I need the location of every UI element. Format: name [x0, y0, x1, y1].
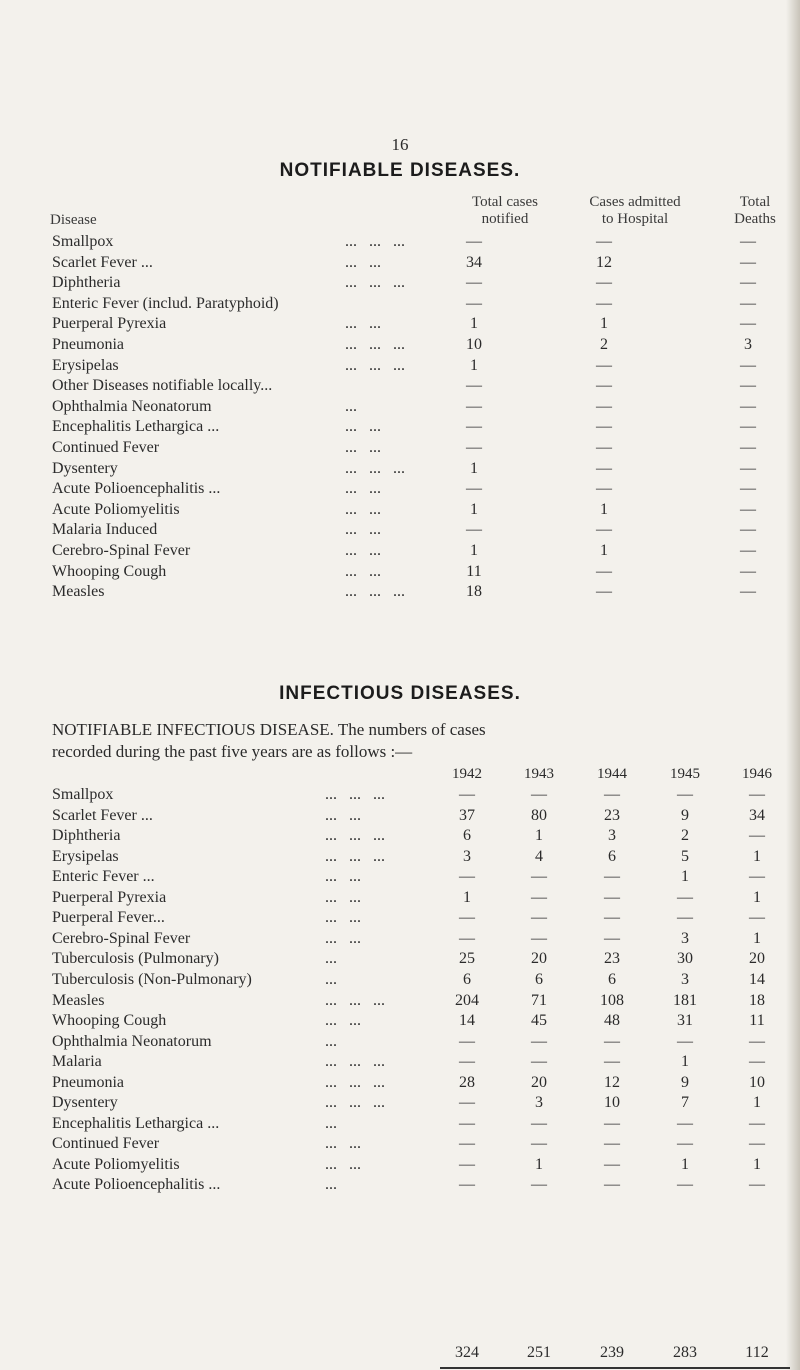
cell-year-value: — — [531, 888, 547, 906]
year-header: 1945 — [670, 766, 700, 782]
cell-admitted: — — [596, 294, 612, 312]
cell-year-value: — — [459, 1176, 475, 1194]
cell-year-value: 1 — [753, 1155, 761, 1173]
cell-total: 18 — [466, 583, 482, 601]
header-admitted — [565, 194, 705, 228]
table-row — [0, 315, 800, 337]
leader-dots: ... ... — [345, 500, 381, 518]
cell-year-value: 30 — [677, 950, 693, 968]
cell-year-value: — — [604, 1032, 620, 1050]
cell-admitted: — — [596, 583, 612, 601]
header-admitted-line2: to Hospital — [601, 211, 669, 227]
table-row — [0, 1176, 800, 1198]
cell-year-value: — — [604, 1114, 620, 1132]
leader-dots: ... ... — [325, 806, 361, 824]
leader-dots: ... — [345, 397, 357, 415]
cell-year-value: — — [604, 868, 620, 886]
cell-deaths: — — [740, 233, 756, 250]
table-row — [0, 521, 800, 543]
cell-year-value: — — [531, 1114, 547, 1132]
cell-year-value: 10 — [604, 1094, 620, 1112]
cell-year-value: 71 — [531, 991, 547, 1009]
cell-year-value: — — [677, 1114, 693, 1132]
disease-name: Whooping Cough — [52, 1012, 167, 1030]
table-row — [0, 868, 800, 890]
infectious-title: INFECTIOUS DISEASES. — [279, 683, 521, 704]
leader-dots: ... ... ... — [325, 847, 385, 865]
disease-name: Puerperal Pyrexia — [52, 888, 167, 906]
cell-year-value: 2 — [681, 827, 689, 845]
cell-deaths: — — [740, 562, 756, 580]
cell-year-value: — — [459, 1032, 475, 1050]
cell-year-value: 1 — [753, 888, 761, 906]
cell-admitted: 1 — [600, 542, 608, 559]
table-row — [0, 971, 800, 993]
leader-dots: ... ... ... — [345, 459, 405, 477]
totals-row — [0, 1344, 800, 1366]
cell-admitted: — — [596, 397, 612, 415]
cell-year-value: 1 — [681, 1155, 689, 1173]
leader-dots: ... ... ... — [325, 1073, 385, 1091]
cell-year-value: — — [604, 1135, 620, 1153]
disease-name: Malaria Induced — [52, 521, 158, 539]
cell-year-value: — — [604, 929, 620, 947]
disease-name: Smallpox — [52, 786, 114, 803]
cell-year-value: — — [604, 1155, 620, 1173]
cell-year-value: 6 — [608, 970, 616, 988]
cell-year-value: 3 — [681, 970, 689, 988]
table-row — [0, 1012, 800, 1034]
total-value: 239 — [600, 1344, 624, 1361]
leader-dots: ... ... — [325, 1012, 361, 1030]
leader-dots: ... ... ... — [325, 991, 385, 1009]
cell-year-value: 181 — [673, 991, 697, 1009]
disease-name: Acute Polioencephalitis ... — [52, 480, 221, 498]
disease-name: Measles — [52, 583, 105, 601]
infectious-intro-line1: NOTIFIABLE INFECTIOUS DISEASE. The numbers of cases — [52, 720, 486, 739]
cell-year-value: — — [604, 786, 620, 803]
cell-year-value: — — [749, 868, 765, 886]
cell-year-value: — — [531, 868, 547, 886]
cell-deaths: — — [740, 377, 756, 395]
year-header: 1946 — [742, 766, 772, 782]
cell-year-value: — — [604, 1176, 620, 1194]
disease-name: Diphtheria — [52, 274, 121, 292]
total-value: 324 — [455, 1344, 479, 1361]
cell-year-value: — — [604, 1053, 620, 1071]
cell-deaths: — — [740, 397, 756, 415]
total-value: 112 — [745, 1344, 769, 1361]
cell-year-value: — — [459, 1053, 475, 1071]
leader-dots: ... ... — [345, 562, 381, 580]
cell-year-value: — — [459, 1114, 475, 1132]
cell-year-value: 204 — [455, 991, 479, 1009]
table-row — [0, 563, 800, 585]
table-row — [0, 950, 800, 972]
cell-year-value: 7 — [681, 1094, 689, 1112]
table-row — [0, 1094, 800, 1116]
year-header: 1943 — [524, 766, 554, 782]
cell-year-value: 14 — [749, 970, 765, 988]
cell-total: — — [466, 274, 482, 292]
cell-year-value: 6 — [608, 847, 616, 865]
disease-name: Tuberculosis (Pulmonary) — [52, 950, 219, 968]
cell-year-value: — — [531, 909, 547, 927]
disease-name: Continued Fever — [52, 439, 160, 456]
cell-total: — — [466, 480, 482, 498]
disease-name: Erysipelas — [52, 356, 119, 374]
leader-dots: ... ... ... — [325, 1094, 385, 1112]
year-header: 1942 — [452, 766, 482, 782]
leader-dots: ... ... — [325, 1155, 361, 1173]
leader-dots: ... ... — [345, 439, 381, 456]
cell-year-value: 25 — [459, 950, 475, 968]
cell-deaths: — — [740, 459, 756, 477]
cell-year-value: 34 — [749, 806, 765, 824]
year-header: 1944 — [597, 766, 627, 782]
cell-total: — — [466, 521, 482, 539]
cell-year-value: 3 — [463, 847, 471, 865]
leader-dots: ... ... ... — [345, 233, 405, 250]
cell-year-value: — — [531, 929, 547, 947]
cell-deaths: — — [740, 274, 756, 292]
cell-admitted: 1 — [600, 500, 608, 518]
table-row — [0, 1115, 800, 1137]
table-row — [0, 233, 800, 255]
disease-name: Encephalitis Lethargica ... — [52, 1114, 220, 1132]
cell-year-value: 108 — [600, 991, 624, 1009]
leader-dots: ... ... — [345, 521, 381, 539]
cell-year-value: 31 — [677, 1012, 693, 1030]
disease-name: Acute Poliomyelitis — [52, 1155, 180, 1173]
cell-total: — — [466, 377, 482, 395]
disease-name: Enteric Fever ... — [52, 868, 155, 886]
disease-name: Pneumonia — [52, 336, 124, 353]
cell-year-value: — — [604, 909, 620, 927]
cell-year-value: 23 — [604, 950, 620, 968]
cell-deaths: — — [740, 583, 756, 601]
disease-name: Scarlet Fever ... — [52, 253, 153, 271]
totals-rule — [440, 1367, 790, 1369]
cell-deaths: — — [740, 500, 756, 518]
cell-year-value: 11 — [749, 1012, 765, 1030]
leader-dots: ... ... ... — [345, 336, 405, 353]
cell-year-value: 23 — [604, 806, 620, 824]
table-row — [0, 357, 800, 379]
cell-total: 1 — [470, 356, 478, 374]
cell-total: — — [466, 397, 482, 415]
cell-admitted: — — [596, 439, 612, 456]
table-row — [0, 460, 800, 482]
cell-deaths: — — [740, 480, 756, 498]
infectious-intro-line2: recorded during the past five years are as follows :— — [52, 742, 413, 761]
cell-year-value: — — [459, 909, 475, 927]
header-disease: Disease — [50, 212, 97, 228]
table-row — [0, 889, 800, 911]
cell-year-value: — — [677, 888, 693, 906]
cell-total: 1 — [470, 542, 478, 559]
disease-name: Dysentery — [52, 459, 118, 477]
cell-year-value: — — [749, 1053, 765, 1071]
cell-year-value: 6 — [535, 970, 543, 988]
leader-dots: ... ... ... — [325, 786, 385, 803]
leader-dots: ... — [325, 950, 337, 968]
table-row — [0, 848, 800, 870]
disease-name: Smallpox — [52, 233, 114, 250]
table-row — [0, 295, 800, 317]
cell-total: 11 — [466, 562, 482, 580]
cell-year-value: 45 — [531, 1012, 547, 1030]
table-row — [0, 786, 800, 808]
table-row — [0, 583, 800, 605]
cell-total: 10 — [466, 336, 482, 353]
page-number: 16 — [391, 135, 409, 154]
cell-year-value: — — [531, 786, 547, 803]
leader-dots: ... ... ... — [325, 1053, 385, 1071]
cell-year-value: — — [459, 1094, 475, 1112]
cell-year-value: 1 — [753, 929, 761, 947]
cell-year-value: — — [749, 1176, 765, 1194]
cell-deaths: — — [740, 356, 756, 374]
leader-dots: ... — [325, 1114, 337, 1132]
cell-year-value: — — [749, 1114, 765, 1132]
leader-dots: ... ... — [325, 888, 361, 906]
cell-year-value: 1 — [681, 868, 689, 886]
leader-dots: ... — [325, 1176, 337, 1194]
cell-admitted: — — [596, 418, 612, 436]
leader-dots: ... ... — [325, 929, 361, 947]
disease-name: Enteric Fever (includ. Paratyphoid) — [52, 294, 279, 312]
cell-admitted: 2 — [600, 336, 608, 353]
cell-total: 1 — [470, 315, 478, 333]
total-value: 283 — [673, 1344, 697, 1361]
cell-year-value: — — [677, 1135, 693, 1153]
cell-year-value: 9 — [681, 806, 689, 824]
disease-name: Tuberculosis (Non-Pulmonary) — [52, 970, 252, 988]
leader-dots: ... ... ... — [345, 274, 405, 292]
table-row — [0, 1135, 800, 1157]
table-row — [0, 418, 800, 440]
header-deaths-line1: Total — [739, 194, 771, 210]
cell-year-value: — — [531, 1032, 547, 1050]
cell-year-value: — — [459, 929, 475, 947]
leader-dots: ... ... ... — [345, 583, 405, 601]
cell-total: — — [466, 294, 482, 312]
cell-year-value: — — [459, 1155, 475, 1173]
table-row — [0, 254, 800, 276]
cell-year-value: — — [677, 1176, 693, 1194]
table-row — [0, 807, 800, 829]
cell-deaths: — — [740, 418, 756, 436]
cell-year-value: 3 — [681, 929, 689, 947]
table-row — [0, 930, 800, 952]
table-row — [0, 1053, 800, 1075]
table-row — [0, 992, 800, 1014]
cell-year-value: — — [677, 909, 693, 927]
cell-year-value: — — [459, 868, 475, 886]
leader-dots: ... ... — [345, 480, 381, 498]
disease-name: Cerebro-Spinal Fever — [52, 542, 191, 559]
cell-deaths: 3 — [744, 336, 752, 353]
cell-year-value: 10 — [749, 1073, 765, 1091]
cell-year-value: 37 — [459, 806, 475, 824]
table-row — [0, 1033, 800, 1055]
disease-name: Encephalitis Lethargica ... — [52, 418, 220, 436]
leader-dots: ... ... — [345, 542, 381, 559]
cell-deaths: — — [740, 294, 756, 312]
cell-year-value: — — [749, 1135, 765, 1153]
cell-deaths: — — [740, 521, 756, 539]
table-row — [0, 480, 800, 502]
cell-admitted: 12 — [596, 253, 612, 271]
cell-admitted: — — [596, 459, 612, 477]
disease-name: Continued Fever — [52, 1135, 160, 1153]
table-row — [0, 1156, 800, 1178]
cell-deaths: — — [740, 253, 756, 271]
disease-name: Erysipelas — [52, 847, 119, 865]
cell-year-value: 18 — [749, 991, 765, 1009]
disease-name: Malaria — [52, 1053, 102, 1071]
cell-total: — — [466, 233, 482, 250]
cell-year-value: 3 — [535, 1094, 543, 1112]
cell-year-value: — — [604, 888, 620, 906]
cell-year-value: 1 — [753, 847, 761, 865]
cell-year-value: 20 — [531, 950, 547, 968]
cell-year-value: 6 — [463, 827, 471, 845]
disease-name: Other Diseases notifiable locally... — [52, 377, 273, 395]
leader-dots: ... ... ... — [345, 356, 405, 374]
cell-deaths: — — [740, 542, 756, 559]
cell-admitted: — — [596, 480, 612, 498]
header-total-cases-line2: notified — [481, 211, 529, 227]
notifiable-title: NOTIFIABLE DISEASES. — [279, 160, 521, 181]
table-row — [0, 909, 800, 931]
disease-name: Measles — [52, 991, 105, 1009]
cell-total: 34 — [466, 253, 482, 271]
cell-year-value: 80 — [531, 806, 547, 824]
header-total-cases-line1: Total cases — [471, 194, 538, 210]
header-deaths-line2: Deaths — [734, 211, 776, 227]
leader-dots: ... ... — [345, 315, 381, 333]
cell-deaths: — — [740, 439, 756, 456]
disease-name: Diphtheria — [52, 827, 121, 845]
cell-admitted: — — [596, 377, 612, 395]
leader-dots: ... ... — [345, 418, 381, 436]
disease-name: Cerebro-Spinal Fever — [52, 929, 191, 947]
cell-year-value: 20 — [749, 950, 765, 968]
cell-year-value: 9 — [681, 1073, 689, 1091]
table-row — [0, 398, 800, 420]
cell-year-value: 1 — [535, 827, 543, 845]
cell-total: 1 — [470, 459, 478, 477]
header-deaths — [715, 194, 795, 228]
cell-year-value: 1 — [535, 1155, 543, 1173]
table-row — [0, 827, 800, 849]
table-row — [0, 1074, 800, 1096]
table-row — [0, 336, 800, 358]
cell-year-value: — — [459, 786, 475, 803]
table-row — [0, 439, 800, 461]
disease-name: Puerperal Pyrexia — [52, 315, 167, 333]
leader-dots: ... ... ... — [325, 827, 385, 845]
table-row — [0, 274, 800, 296]
cell-year-value: 1 — [681, 1053, 689, 1071]
cell-total: 1 — [470, 500, 478, 518]
disease-name: Acute Polioencephalitis ... — [52, 1176, 221, 1194]
leader-dots: ... — [325, 970, 337, 988]
cell-year-value: 3 — [608, 827, 616, 845]
leader-dots: ... ... — [325, 1135, 361, 1153]
cell-year-value: 12 — [604, 1073, 620, 1091]
disease-name: Puerperal Fever... — [52, 909, 165, 927]
cell-year-value: — — [531, 1053, 547, 1071]
cell-year-value: — — [677, 1032, 693, 1050]
cell-year-value: — — [749, 786, 765, 803]
cell-year-value: 6 — [463, 970, 471, 988]
leader-dots: ... ... — [345, 253, 381, 271]
cell-year-value: 5 — [681, 847, 689, 865]
header-total-cases — [445, 194, 565, 228]
leader-dots: ... ... — [325, 868, 361, 886]
disease-name: Ophthalmia Neonatorum — [52, 397, 212, 415]
leader-dots: ... — [325, 1032, 337, 1050]
cell-admitted: — — [596, 356, 612, 374]
cell-year-value: 1 — [753, 1094, 761, 1112]
disease-name: Whooping Cough — [52, 562, 167, 580]
cell-total: — — [466, 439, 482, 456]
cell-admitted: — — [596, 521, 612, 539]
total-value: 251 — [527, 1344, 551, 1361]
table-row — [0, 542, 800, 564]
cell-year-value: 14 — [459, 1012, 475, 1030]
cell-admitted: 1 — [600, 315, 608, 333]
cell-deaths: — — [740, 315, 756, 333]
disease-name: Scarlet Fever ... — [52, 806, 153, 824]
disease-name: Ophthalmia Neonatorum — [52, 1032, 212, 1050]
cell-admitted: — — [596, 233, 612, 250]
cell-year-value: 1 — [463, 888, 471, 906]
cell-year-value: — — [531, 1176, 547, 1194]
cell-year-value: 28 — [459, 1073, 475, 1091]
disease-name: Acute Poliomyelitis — [52, 500, 180, 518]
header-admitted-line1: Cases admitted — [589, 194, 681, 210]
disease-name: Dysentery — [52, 1094, 118, 1112]
disease-name: Pneumonia — [52, 1073, 124, 1091]
cell-year-value: 4 — [535, 847, 543, 865]
cell-year-value: — — [677, 786, 693, 803]
cell-year-value: 20 — [531, 1073, 547, 1091]
cell-year-value: — — [531, 1135, 547, 1153]
cell-year-value: — — [749, 909, 765, 927]
cell-admitted: — — [596, 562, 612, 580]
cell-total: — — [466, 418, 482, 436]
table-row — [0, 377, 800, 399]
cell-year-value: — — [749, 827, 765, 845]
cell-admitted: — — [596, 274, 612, 292]
table-row — [0, 501, 800, 523]
leader-dots: ... ... — [325, 909, 361, 927]
cell-year-value: — — [459, 1135, 475, 1153]
cell-year-value: 48 — [604, 1012, 620, 1030]
cell-year-value: — — [749, 1032, 765, 1050]
